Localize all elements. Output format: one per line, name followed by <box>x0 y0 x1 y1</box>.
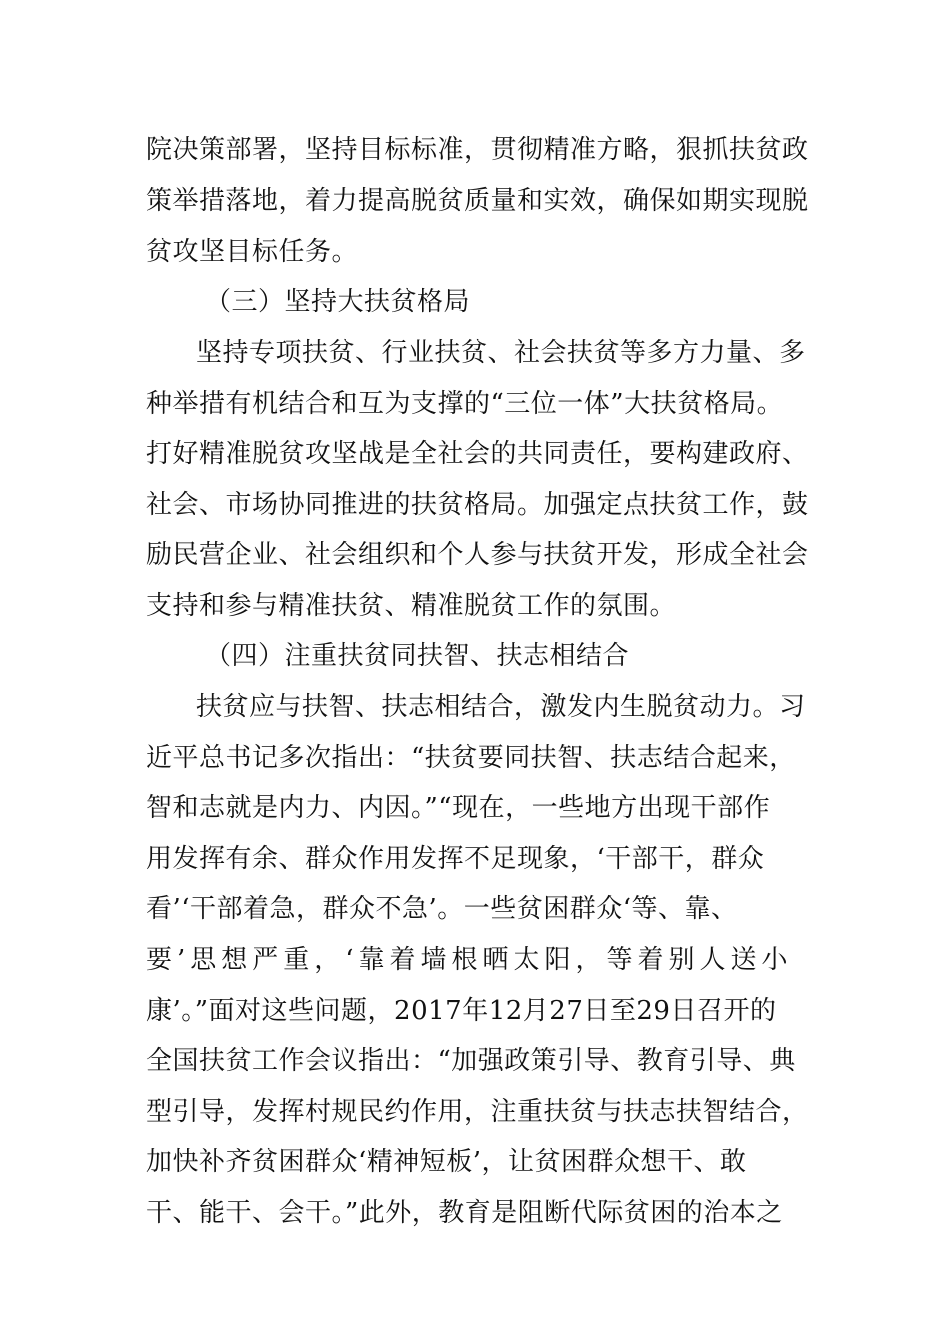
body-text-line: 坚持专项扶贫、行业扶贫、社会扶贫等多方力量、多 <box>196 338 806 368</box>
body-text-line: 院决策部署，坚持目标标准，贯彻精准方略，狠抓扶贫政 <box>146 135 809 165</box>
body-text-line: 种举措有机结合和互为支撑的“三位一体”大扶贫格局。 <box>146 389 784 419</box>
body-text-line: 康’。”面对这些问题，2017年12月27日至29日召开的 <box>146 996 777 1026</box>
body-text-line: 干、能干、会干。”此外，教育是阻断代际贫困的治本之 <box>146 1198 783 1228</box>
body-text-line: 支持和参与精准扶贫、精准脱贫工作的氛围。 <box>146 591 677 621</box>
body-text-line: 打好精准脱贫攻坚战是全社会的共同责任，要构建政府、 <box>146 439 809 469</box>
body-text-line: 励民营企业、社会组织和个人参与扶贫开发，形成全社会 <box>146 540 809 570</box>
body-text-line: 要’思想严重，‘靠着墙根晒太阳，等着别人送小 <box>146 945 793 975</box>
body-text-line: 加快补齐贫困群众‘精神短板’，让贫困群众想干、敢 <box>146 1147 747 1177</box>
body-text-line: 智和志就是内力、内因。”“现在，一些地方出现干部作 <box>146 793 771 823</box>
body-text-line: 看’‘干部着急，群众不急’。一些贫困群众‘等、靠、 <box>146 894 738 924</box>
body-text-line: 用发挥有余、群众作用发挥不足现象，‘干部干，群众 <box>146 844 765 874</box>
section-heading-four: （四）注重扶贫同扶智、扶志相结合 <box>205 641 630 671</box>
body-text-line: 社会、市场协同推进的扶贫格局。加强定点扶贫工作，鼓 <box>146 490 809 520</box>
section-heading-three: （三）坚持大扶贫格局 <box>205 287 471 317</box>
body-text-line: 近平总书记多次指出：“扶贫要同扶智、扶志结合起来， <box>146 743 796 773</box>
body-text-line: 策举措落地，着力提高脱贫质量和实效，确保如期实现脱 <box>146 186 809 216</box>
body-text-line: 全国扶贫工作会议指出：“加强政策引导、教育引导、典 <box>146 1046 796 1076</box>
body-text-line: 扶贫应与扶智、扶志相结合，激发内生脱贫动力。习 <box>196 692 806 722</box>
body-text-line: 贫攻坚目标任务。 <box>146 237 359 267</box>
body-text-line: 型引导，发挥村规民约作用，注重扶贫与扶志扶智结合， <box>146 1097 809 1127</box>
